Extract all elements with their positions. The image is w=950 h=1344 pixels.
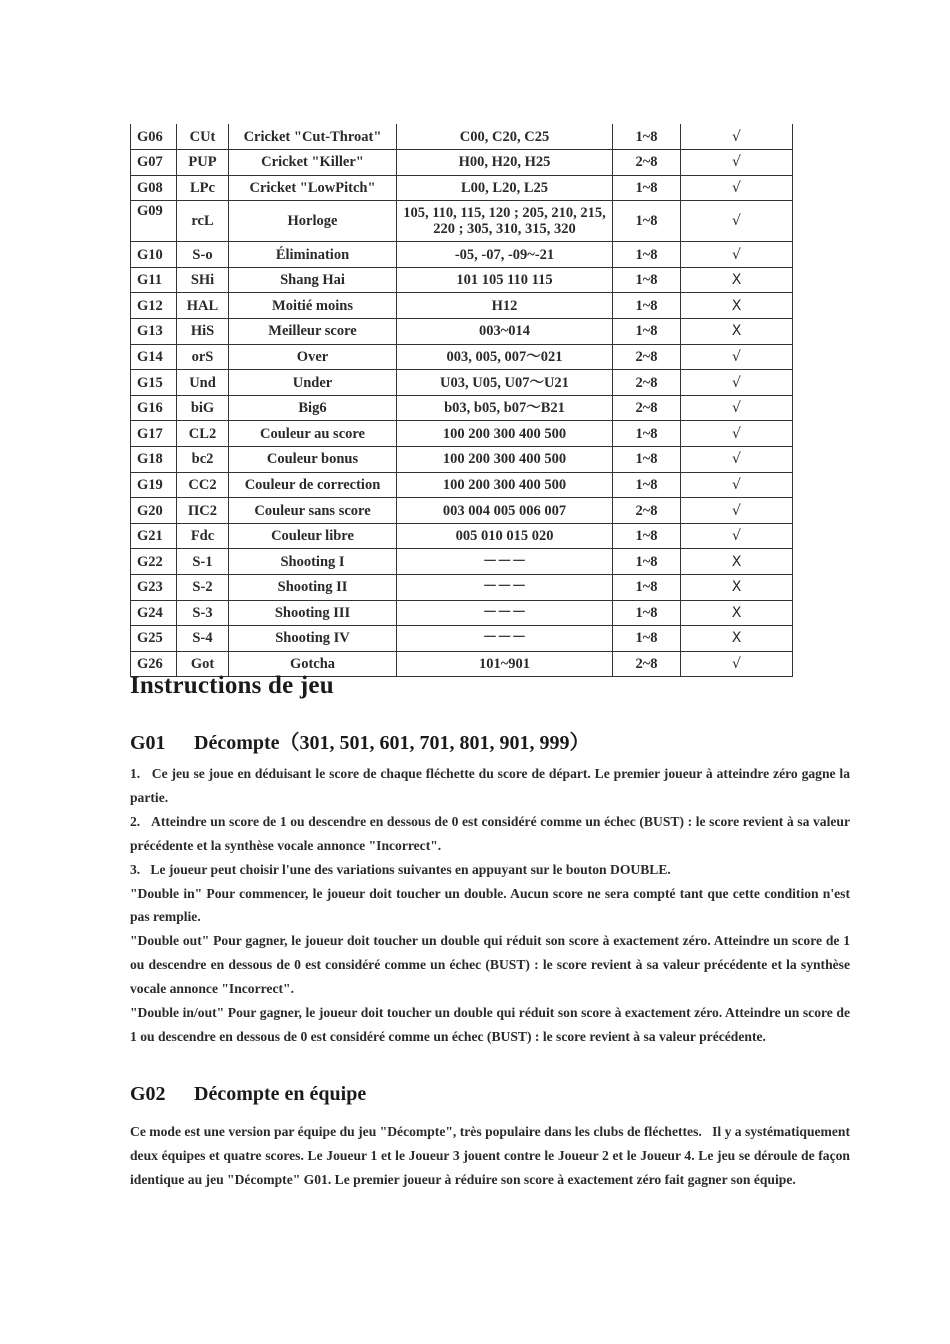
availability-mark: √ — [681, 370, 793, 396]
game-name: Shooting IV — [229, 626, 397, 652]
game-name: Shooting II — [229, 575, 397, 601]
table-row — [131, 267, 793, 293]
player-count: 1~8 — [613, 472, 681, 498]
game-name: Over — [229, 344, 397, 370]
game-options: －－－ — [397, 549, 613, 575]
game-code: G17 — [131, 421, 177, 447]
availability-mark: √ — [681, 523, 793, 549]
paragraph: "Double in" Pour commencer, le joueur doit toucher un double. Aucun score ne sera compté tant que cette condition n'est pas remplie. — [130, 885, 850, 925]
availability-mark: √ — [681, 395, 793, 421]
display-abbreviation: Got — [177, 651, 229, 677]
player-count: 2~8 — [613, 150, 681, 176]
availability-mark: √ — [681, 447, 793, 473]
table-row — [131, 575, 793, 601]
game-name: Big6 — [229, 395, 397, 421]
game-options: 003 004 005 006 007 — [397, 498, 613, 524]
table-row — [131, 523, 793, 549]
game-options: －－－ — [397, 575, 613, 601]
availability-mark: X — [681, 319, 793, 345]
table-row — [131, 201, 793, 242]
player-count: 1~8 — [613, 201, 681, 242]
game-name: Under — [229, 370, 397, 396]
availability-mark: X — [681, 267, 793, 293]
table-row — [131, 600, 793, 626]
table-row — [131, 344, 793, 370]
game-name: Meilleur score — [229, 319, 397, 345]
display-abbreviation: Fdc — [177, 523, 229, 549]
player-count: 1~8 — [613, 242, 681, 268]
availability-mark: √ — [681, 124, 793, 150]
game-name: Élimination — [229, 242, 397, 268]
game-options: 105, 110, 115, 120 ; 205, 210, 215, 220 ; 305, 310, 315, 320 — [397, 201, 613, 242]
game-name: Cricket "Cut-Throat" — [229, 124, 397, 150]
table-row — [131, 175, 793, 201]
availability-mark: √ — [681, 421, 793, 447]
availability-mark: √ — [681, 344, 793, 370]
table-row — [131, 626, 793, 652]
table-row — [131, 150, 793, 176]
game-code: G08 — [131, 175, 177, 201]
game-name: Moitié moins — [229, 293, 397, 319]
display-abbreviation: CC2 — [177, 472, 229, 498]
player-count: 2~8 — [613, 344, 681, 370]
paragraph: 3. Le joueur peut choisir l'une des variations suivantes en appuyant sur le bouton DOUBLE. — [130, 861, 671, 877]
game-options: b03, b05, b07～B21 — [397, 395, 613, 421]
game-name: Couleur de correction — [229, 472, 397, 498]
section-body-g02 — [130, 1120, 850, 1192]
game-code: G06 — [131, 124, 177, 150]
game-options: 003~014 — [397, 319, 613, 345]
section-heading-g02 — [130, 1083, 366, 1106]
game-options: －－－ — [397, 600, 613, 626]
table-row — [131, 549, 793, 575]
paragraph: "Double in/out" Pour gagner, le joueur doit toucher un double qui réduit son score à exactement zéro. Atteindre un score de 1 ou descendre en dessous de 0 est considéré comme un échec (BUST) : le score revient à sa valeur précédente. — [130, 1005, 850, 1044]
table-row — [131, 370, 793, 396]
game-code: G07 — [131, 150, 177, 176]
player-count: 1~8 — [613, 447, 681, 473]
display-abbreviation: HAL — [177, 293, 229, 319]
game-options: C00, C20, C25 — [397, 124, 613, 150]
player-count: 1~8 — [613, 421, 681, 447]
game-options: L00, L20, L25 — [397, 175, 613, 201]
player-count: 1~8 — [613, 523, 681, 549]
game-list-table — [130, 124, 793, 677]
game-name: Gotcha — [229, 651, 397, 677]
availability-mark: X — [681, 575, 793, 601]
player-count: 1~8 — [613, 319, 681, 345]
display-abbreviation: S-2 — [177, 575, 229, 601]
table-row — [131, 472, 793, 498]
display-abbreviation: S-3 — [177, 600, 229, 626]
player-count: 2~8 — [613, 498, 681, 524]
game-code: G20 — [131, 498, 177, 524]
game-options: 100 200 300 400 500 — [397, 447, 613, 473]
game-name: Shang Hai — [229, 267, 397, 293]
game-code: G22 — [131, 549, 177, 575]
availability-mark: X — [681, 600, 793, 626]
game-code: G11 — [131, 267, 177, 293]
availability-mark: √ — [681, 175, 793, 201]
game-name: Cricket "Killer" — [229, 150, 397, 176]
player-count: 1~8 — [613, 293, 681, 319]
display-abbreviation: S-o — [177, 242, 229, 268]
paragraph: Ce mode est une version par équipe du jeu "Décompte", très populaire dans les clubs de fléchettes. Il y a systématiquement deux équipes et quatre scores. Le Joueur 1 et le Joueur 3 jouent contre le Joueur 2 et le Joueur 4. Le jeu se déroule de façon identique au jeu "Décompte" G01. Le premier joueur à réduire son score à exactement zéro fait gagner son équipe. — [130, 1124, 850, 1187]
player-count: 1~8 — [613, 575, 681, 601]
player-count: 1~8 — [613, 124, 681, 150]
section-code: G01 — [130, 732, 166, 754]
game-code: G25 — [131, 626, 177, 652]
display-abbreviation: CUt — [177, 124, 229, 150]
game-code: G21 — [131, 523, 177, 549]
game-name: Shooting I — [229, 549, 397, 575]
game-code: G09 — [131, 201, 177, 242]
display-abbreviation: S-4 — [177, 626, 229, 652]
game-options: H00, H20, H25 — [397, 150, 613, 176]
player-count: 1~8 — [613, 600, 681, 626]
game-name: Cricket "LowPitch" — [229, 175, 397, 201]
game-name: Couleur au score — [229, 421, 397, 447]
player-count: 1~8 — [613, 626, 681, 652]
availability-mark: √ — [681, 472, 793, 498]
game-options: －－－ — [397, 626, 613, 652]
availability-mark: √ — [681, 150, 793, 176]
game-options: 100 200 300 400 500 — [397, 472, 613, 498]
game-name: Couleur libre — [229, 523, 397, 549]
section-title: Décompte en équipe — [194, 1083, 367, 1105]
game-code: G16 — [131, 395, 177, 421]
display-abbreviation: HiS — [177, 319, 229, 345]
display-abbreviation: PUP — [177, 150, 229, 176]
game-list-body — [131, 124, 793, 677]
table-row — [131, 124, 793, 150]
game-options: 101~901 — [397, 651, 613, 677]
table-row — [131, 447, 793, 473]
game-options: 005 010 015 020 — [397, 523, 613, 549]
game-code: G26 — [131, 651, 177, 677]
availability-mark: X — [681, 549, 793, 575]
player-count: 2~8 — [613, 395, 681, 421]
game-options: 003, 005, 007～021 — [397, 344, 613, 370]
game-options: 101 105 110 115 — [397, 267, 613, 293]
display-abbreviation: LPc — [177, 175, 229, 201]
availability-mark: √ — [681, 201, 793, 242]
game-code: G19 — [131, 472, 177, 498]
game-code: G24 — [131, 600, 177, 626]
player-count: 1~8 — [613, 175, 681, 201]
section-heading-g01 — [130, 726, 590, 755]
display-abbreviation: rcL — [177, 201, 229, 242]
table-row — [131, 242, 793, 268]
instructions-heading: Instructions de jeu — [130, 672, 334, 699]
table-row — [131, 319, 793, 345]
game-name: Couleur sans score — [229, 498, 397, 524]
game-name: Shooting III — [229, 600, 397, 626]
display-abbreviation: CL2 — [177, 421, 229, 447]
game-code: G12 — [131, 293, 177, 319]
game-code: G14 — [131, 344, 177, 370]
player-count: 2~8 — [613, 370, 681, 396]
game-name: Horloge — [229, 201, 397, 242]
paragraph: 2. Atteindre un score de 1 ou descendre en dessous de 0 est considéré comme un échec (BUST) : le score revient à sa valeur précédente et la synthèse vocale annonce "Incorrect". — [130, 813, 850, 853]
display-abbreviation: biG — [177, 395, 229, 421]
availability-mark: √ — [681, 242, 793, 268]
section-title: Décompte（301, 501, 601, 701, 801, 901, 999） — [194, 732, 590, 754]
game-options: U03, U05, U07～U21 — [397, 370, 613, 396]
display-abbreviation: S-1 — [177, 549, 229, 575]
section-body-g01 — [130, 762, 850, 1049]
display-abbreviation: Und — [177, 370, 229, 396]
player-count: 1~8 — [613, 267, 681, 293]
game-options: H12 — [397, 293, 613, 319]
paragraph: 1. Ce jeu se joue en déduisant le score de chaque fléchette du score de départ. Le premier joueur à atteindre zéro gagne la partie. — [130, 766, 850, 805]
display-abbreviation: SHi — [177, 267, 229, 293]
game-code: G23 — [131, 575, 177, 601]
availability-mark: √ — [681, 498, 793, 524]
game-code: G10 — [131, 242, 177, 268]
availability-mark: √ — [681, 651, 793, 677]
display-abbreviation: bc2 — [177, 447, 229, 473]
availability-mark: X — [681, 626, 793, 652]
player-count: 2~8 — [613, 651, 681, 677]
table-row — [131, 293, 793, 319]
section-code: G02 — [130, 1083, 166, 1105]
table-row — [131, 395, 793, 421]
table-row — [131, 421, 793, 447]
display-abbreviation: orS — [177, 344, 229, 370]
game-code: G13 — [131, 319, 177, 345]
game-code: G18 — [131, 447, 177, 473]
game-name: Couleur bonus — [229, 447, 397, 473]
player-count: 1~8 — [613, 549, 681, 575]
availability-mark: X — [681, 293, 793, 319]
game-options: 100 200 300 400 500 — [397, 421, 613, 447]
display-abbreviation: ПC2 — [177, 498, 229, 524]
paragraph: "Double out" Pour gagner, le joueur doit toucher un double qui réduit son score à exactement zéro. Atteindre un score de 1 ou descendre en dessous de 0 est considéré comme un échec (BUST) : le score revient à sa valeur précédente et la synthèse vocale annonce "Incorrect". — [130, 933, 850, 997]
table-row — [131, 498, 793, 524]
game-options: -05, -07, -09~-21 — [397, 242, 613, 268]
game-code: G15 — [131, 370, 177, 396]
